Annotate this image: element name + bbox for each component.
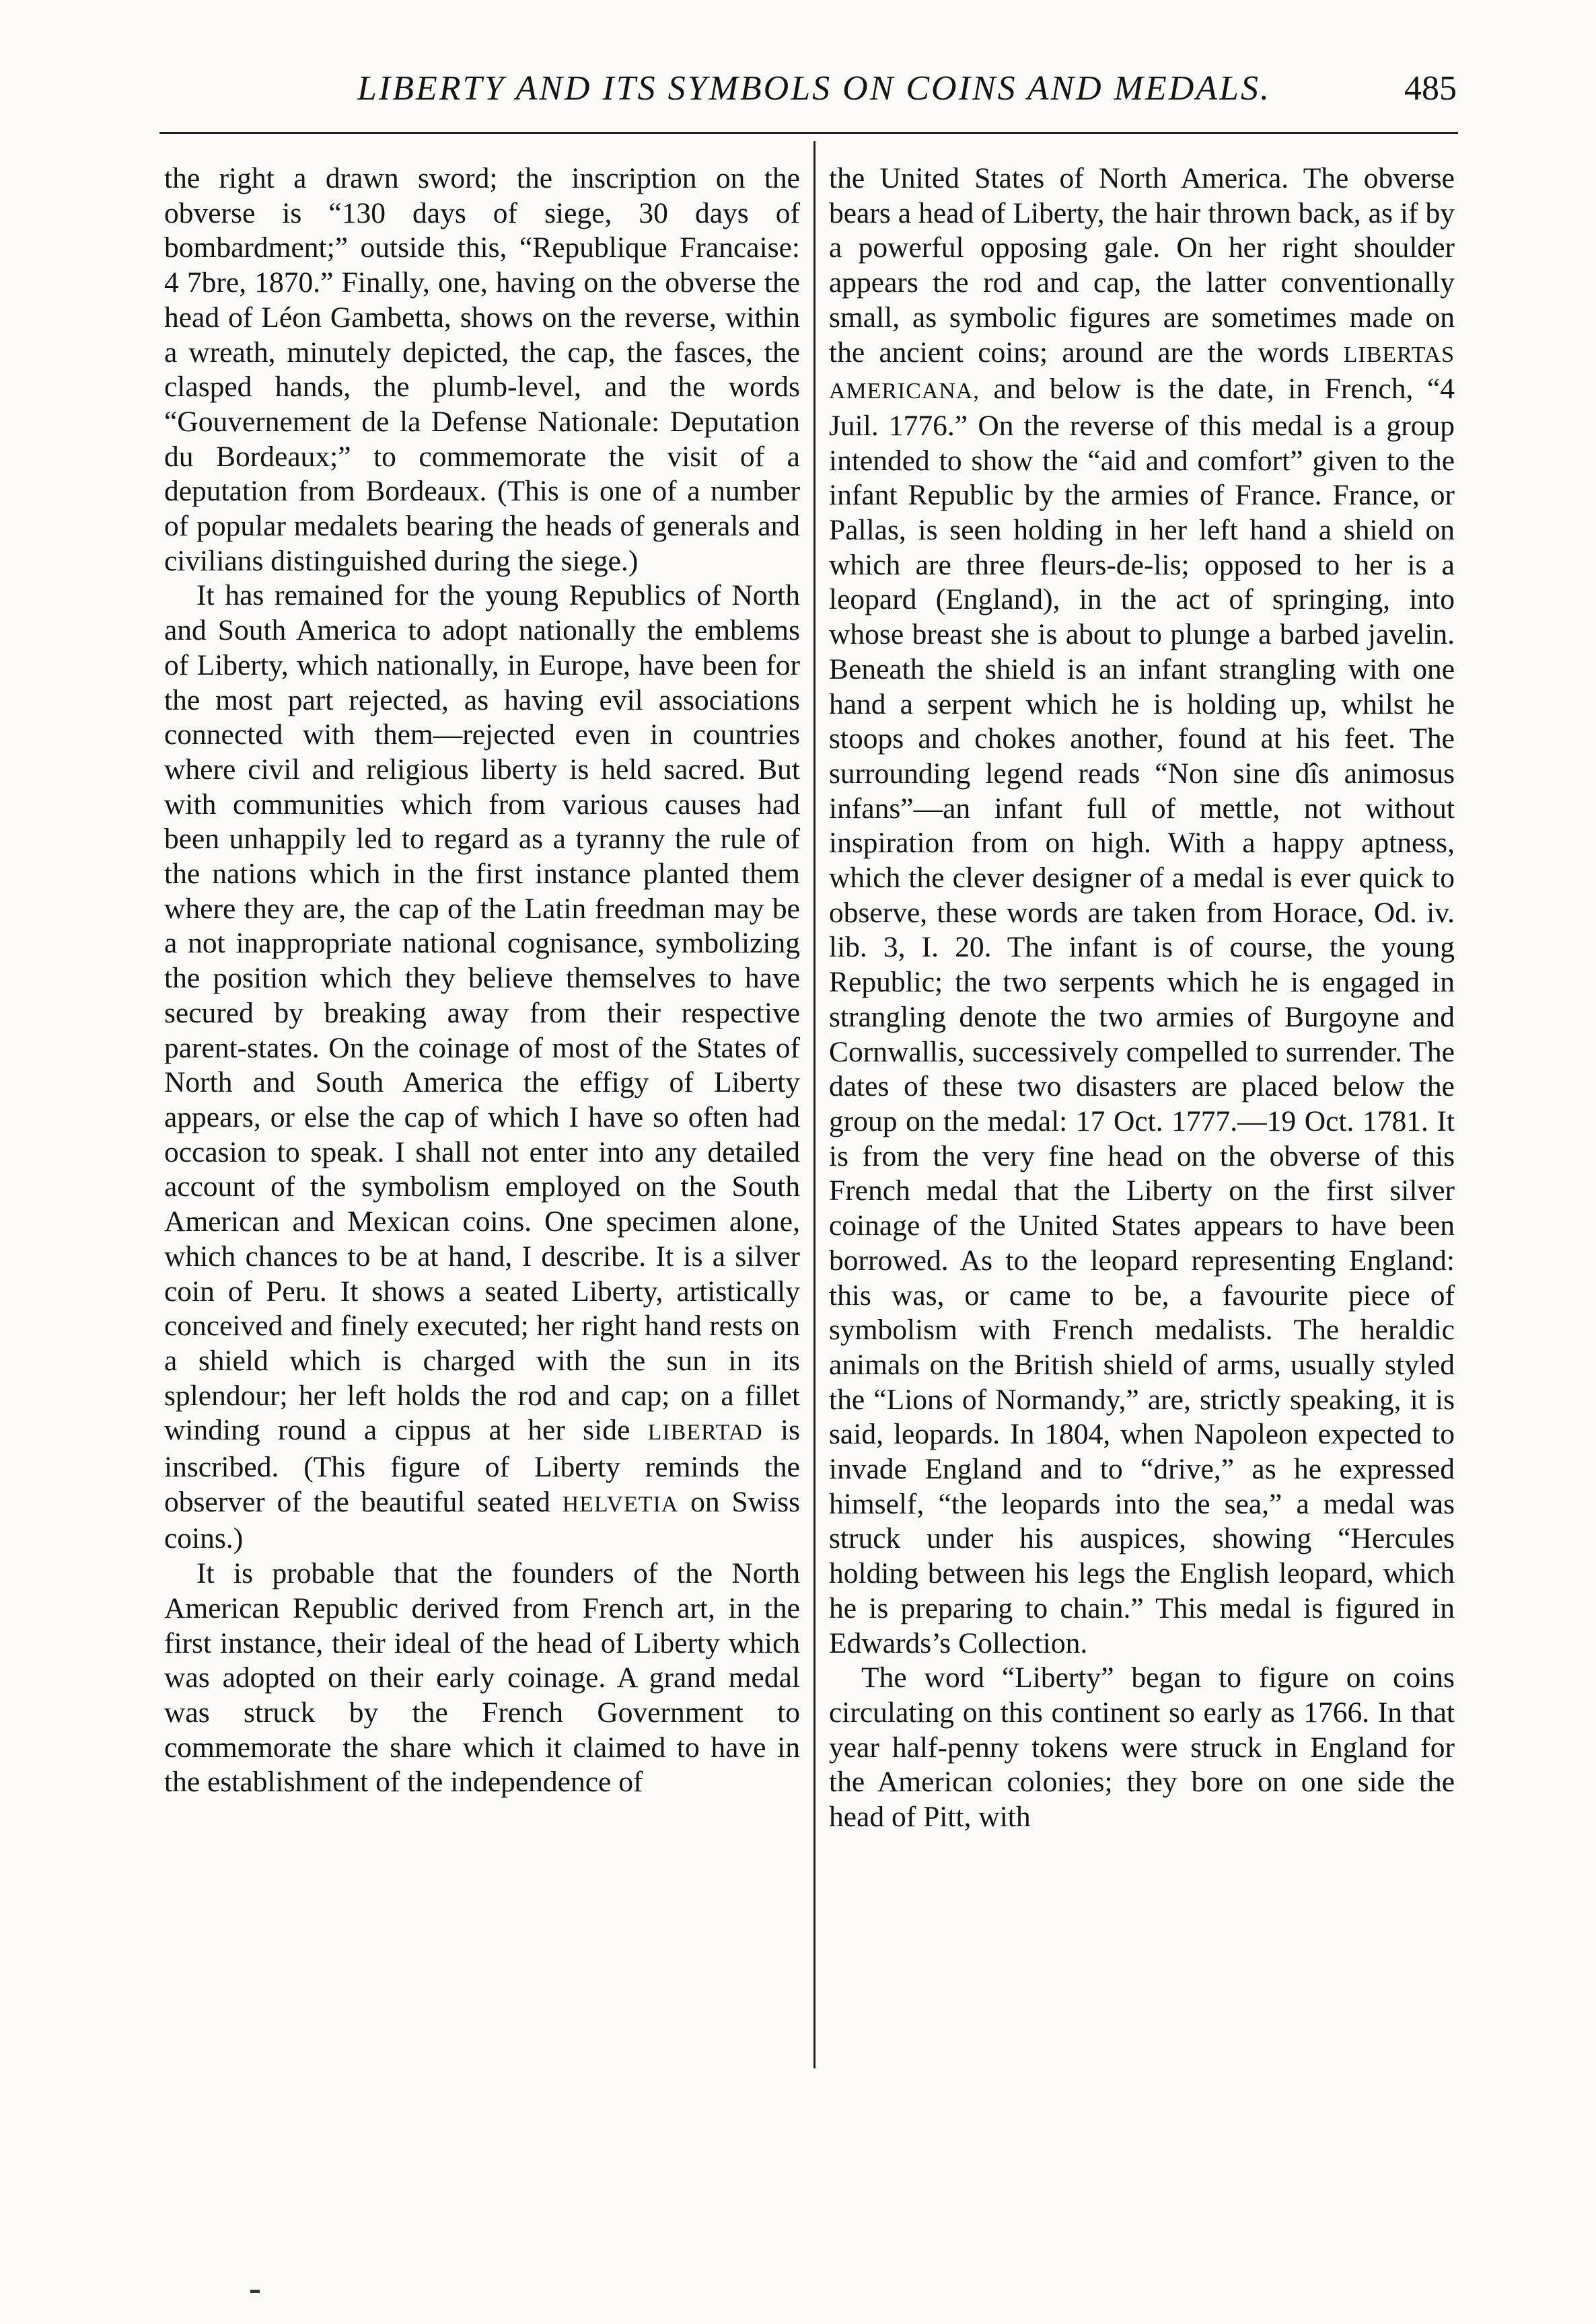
- paragraph-text: It has remained for the young Republics of North and South America to adopt nationally the emblems of Liberty, which nationally, in Europe, have been for the most part rejected, as having evil associations connected with them—rejected even in countries where civil and religious liberty is held sacred. But with communities which from various causes had been unhappily led to regard as a tyranny the rule of the nations which in the first instance planted them where they are, the cap of the Latin freedman may be a not inappropriate national cognisance, symbolizing the position which they believe themselves to have secured by breaking away from their respective parent-states. On the coinage of most of the States of North and South America the effigy of Liberty appears, or else the cap of which I have so often had occasion to speak. I shall not enter into any detailed account of the symbolism employed on the South American and Mexican coins. One specimen alone, which chances to be at hand, I describe. It is a silver coin of Peru. It shows a seated Liberty, artistically conceived and finely executed; her right hand rests on a shield which is charged with the sun in its splendour; her left holds the rod and cap; on a fillet winding round a cippus at her side: [164, 579, 800, 1447]
- left-column: [164, 161, 800, 1800]
- paragraph-text: the United States of North America. The obverse bears a head of Liberty, the hair thrown back, as if by a powerful opposing gale. On her right shoulder appears the rod and cap, the latter conventionally small, as symbolic figures are sometimes made on the ancient coins; around are the words: [829, 162, 1455, 369]
- paragraph-american-republics: [164, 578, 800, 1557]
- paragraph-word-liberty: The word “Liberty” began to figure on coins circulating on this continent so early as 1766. In that year half-penny tokens were struck in England for the American colonies; they bore on one side the head of Pitt, with: [829, 1661, 1455, 1834]
- paragraph-siege-medals: the right a drawn sword; the inscription on the obverse is “130 days of siege, 30 days of bombardment;” outside this, “Republique Francaise: 4 7bre, 1870.” Finally, one, having on the obverse the head of Léon Gambetta, shows on the reverse, within a wreath, minutely depicted, the cap, the fasces, the clasped hands, the plumb-level, and the words “Gouvernement de la Defense Nationale: Deputation du Bordeaux;” to commemorate the visit of a deputation from Bordeaux. (This is one of a number of popular medalets bearing the heads of generals and civilians distinguished during the siege.): [164, 162, 800, 577]
- right-column: [829, 161, 1455, 1835]
- paragraph-libertas-americana: [829, 161, 1455, 1661]
- paragraph-text: on Swiss coins.): [164, 1485, 801, 1555]
- inscription-libertad: LIBERTAD: [647, 1420, 763, 1446]
- running-title: LIBERTY AND ITS SYMBOLS ON COINS AND MEDALS.: [357, 69, 1271, 108]
- header-rule: [159, 132, 1458, 134]
- column-divider: [813, 141, 815, 2068]
- paragraph-text: is inscribed. (This figure of Liberty reminds the observer of the beautiful seated: [164, 1414, 801, 1518]
- paragraph-text: and below is the date, in French, “4 Juil. 1776.” On the reverse of this medal is a group intended to show the “aid and comfort” given to the infant Republic by the armies of France. France, or Pallas, is seen holding in her left hand a shield on which are three fleurs-de-lis; opposed to her is a leopard (England), in the act of springing, into whose breast she is about to plunge a barbed javelin. Beneath the shield is an infant strangling with one hand a serpent which he is holding up, whilst he stoops and chokes another, found at his feet. The surrounding legend reads “Non sine dîs animosus infans”—an infant full of mettle, not without inspiration from on high. With a happy aptness, which the clever designer of a medal is ever quick to observe, these words are taken from Horace, Od. iv. lib. 3, I. 20. The infant is of course, the young Republic; the two serpents which he is engaged in strangling denote the two armies of Burgoyne and Cornwallis, successively compelled to surrender. The dates of these two disasters are placed below the group on the medal: 17 Oct. 1777.—19 Oct. 1781. It is from the very fine head on the obverse of this French medal that the Liberty on the first silver coinage of the United States appears to have been borrowed. As to the leopard representing England: this was, or came to be, a favourite piece of symbolism with French medalists. The heraldic animals on the British shield of arms, usually styled the “Lions of Normandy,” are, strictly speaking, it is said, leopards. In 1804, when Napoleon expected to invade England and to “drive,” as he expressed himself, “the leopards into the sea,” a medal was struck under his auspices, showing “Hercules holding between his legs the English leopard, which he is preparing to chain.” This medal is figured in Edwards’s Collection.: [829, 373, 1455, 1659]
- page-number: 485: [1404, 69, 1457, 108]
- page-header: [155, 62, 1457, 122]
- stray-ink-mark: [250, 2290, 260, 2293]
- paragraph-french-medal: It is probable that the founders of the North American Republic derived from French art, in the first instance, their ideal of the head of Liberty which was adopted on their early coinage. A grand medal was struck by the French Government to commemorate the share which it claimed to have in the establishment of the independence of: [164, 1557, 800, 1799]
- inscription-libertas-americana: LIBERTAS AMERICANA,: [829, 342, 1455, 404]
- inscription-helvetia: HELVETIA: [562, 1491, 679, 1517]
